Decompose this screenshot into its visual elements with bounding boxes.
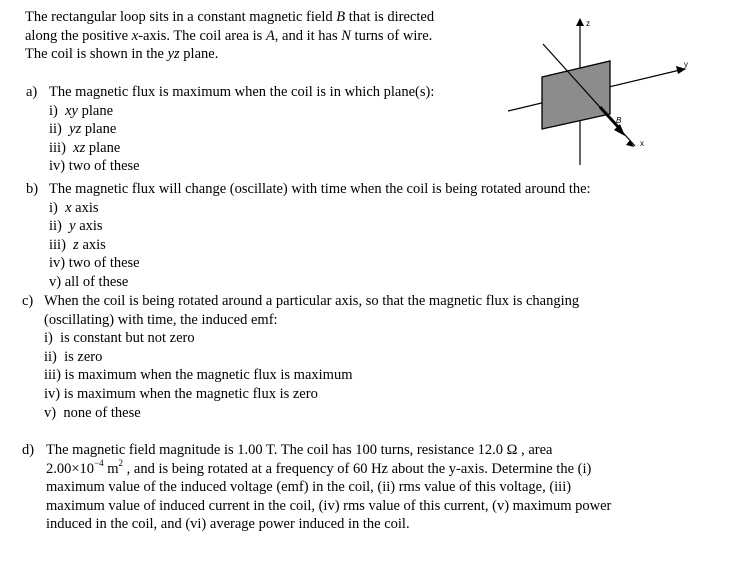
- option: iii) xz plane: [49, 139, 121, 156]
- intro-line-3: The coil is shown in the yz plane.: [25, 46, 219, 63]
- option: iv) two of these: [49, 255, 140, 272]
- option: iv) two of these: [49, 158, 140, 175]
- question-d: [22, 441, 611, 534]
- y-axis-label: y: [684, 60, 688, 69]
- question-text-line-1: The magnetic field magnitude is 1.00 T. The coil has 100 turns, resistance 12.0 Ω , area: [46, 442, 553, 458]
- option: i) xy plane: [49, 102, 114, 119]
- question-text-line-3: maximum value of the induced voltage (emf) in the coil, (ii) rms value of this voltage, (iii): [46, 479, 572, 496]
- option: v) none of these: [44, 404, 141, 421]
- option: iii) z axis: [49, 236, 106, 253]
- coil-diagram: [500, 15, 700, 170]
- question-text-line-4: maximum value of induced current in the coil, (iv) rms value of this current, (v) maximum power: [46, 497, 612, 514]
- question-label: c): [22, 293, 34, 309]
- rectangular-coil: [542, 61, 610, 129]
- option: v) all of these: [49, 273, 129, 290]
- x-axis-label: x: [640, 139, 644, 148]
- option: iv) is maximum when the magnetic flux is zero: [44, 385, 318, 402]
- option: i) is constant but not zero: [44, 330, 195, 347]
- option: iii) is maximum when the magnetic flux is maximum: [44, 367, 353, 384]
- question-a: [26, 83, 434, 176]
- question-b: [26, 180, 591, 292]
- b-field-label: B: [616, 116, 622, 125]
- question-label: b): [26, 181, 39, 197]
- option: ii) is zero: [44, 348, 103, 365]
- question-text-line-2: (oscillating) with time, the induced emf:: [44, 311, 278, 328]
- question-c: [22, 292, 579, 422]
- intro-line-2: along the positive x-axis. The coil area is A, and it has N turns of wire.: [25, 27, 433, 44]
- question-text: The magnetic flux is maximum when the coil is in which plane(s):: [49, 84, 435, 100]
- z-axis-arrowhead: [576, 18, 584, 26]
- option: ii) y axis: [49, 218, 103, 235]
- question-text-line-5: induced in the coil, and (vi) average power induced in the coil.: [46, 516, 410, 533]
- question-text-line-1: When the coil is being rotated around a particular axis, so that the magnetic flux is changing: [44, 293, 580, 309]
- intro-paragraph: [25, 8, 434, 64]
- z-axis-label: z: [586, 19, 590, 28]
- question-label: a): [26, 84, 38, 100]
- question-text: The magnetic flux will change (oscillate) with time when the coil is being rotated around the:: [49, 181, 591, 197]
- option: ii) yz plane: [49, 121, 117, 138]
- question-label: d): [22, 442, 35, 458]
- intro-line-1: The rectangular loop sits in a constant magnetic field B that is directed: [25, 9, 435, 25]
- question-text-line-2: $2.00\times 10^{-4}$ $m^2$ , and is being rotated at a frequency of 60 Hz about the y-axis. Determine the (i): [46, 457, 592, 477]
- option: i) x axis: [49, 199, 99, 216]
